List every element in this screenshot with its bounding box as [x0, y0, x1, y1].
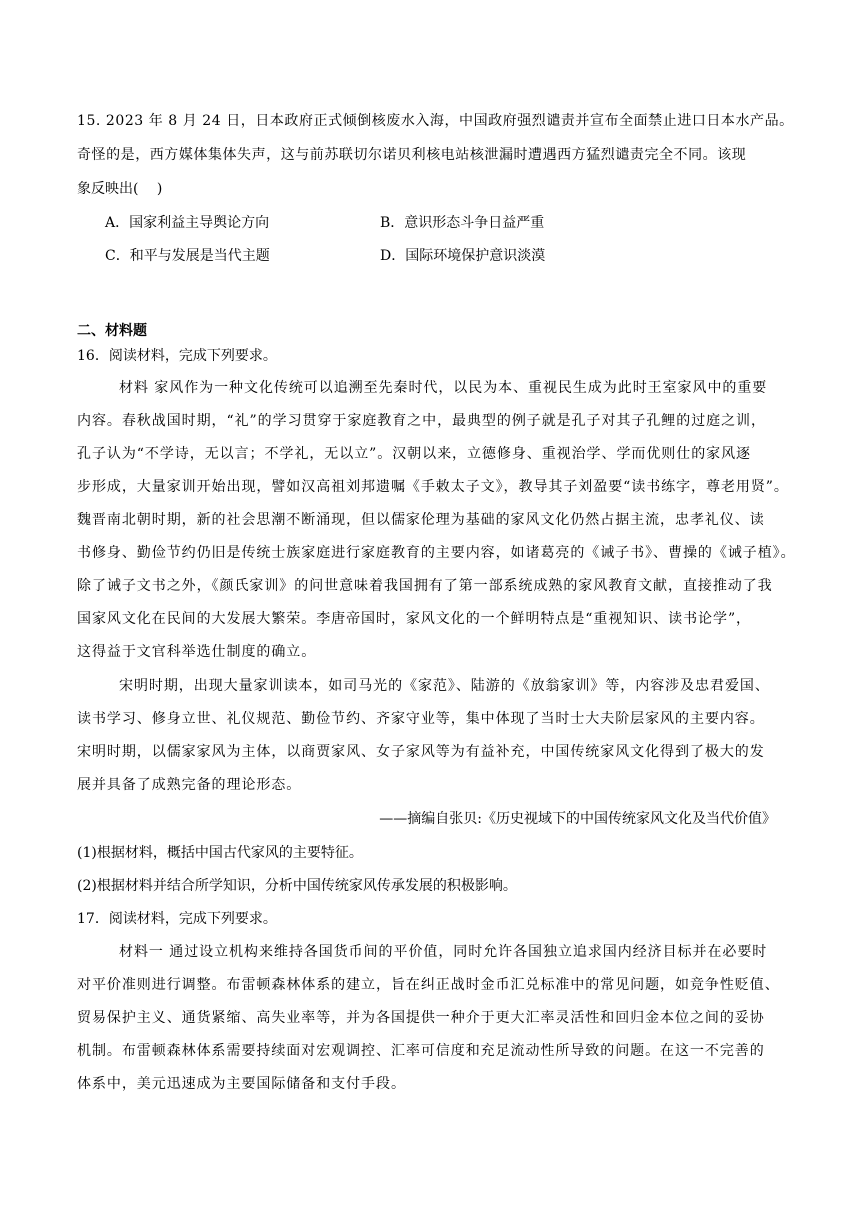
q15-stem-line-3: 象反映出( ): [77, 181, 163, 197]
q16-sub-question-1: (1)根据材料，概括中国古代家风的主要特征。: [77, 845, 363, 861]
q15-stem-line-1: 15. 2023 年 8 月 24 日，日本政府正式倾倒核废水入海，中国政府强烈谴责并宣布全面禁止进口日本水产品。: [77, 113, 794, 129]
q16-material-line: 步形成，大量家训开始出现，譬如汉高祖刘邦遗嘱《手敕太子文》，教导其子刘盈要“读书练字，尊老用贤”。: [77, 479, 789, 495]
q16-material-line: 展并具备了成熟完备的理论形态。: [77, 777, 302, 793]
q16-material-line: 读书学习、修身立世、礼仪规范、勤俭节约、齐家守业等，集中体现了当时士大夫阶层家风的主要内容。: [77, 711, 765, 727]
q16-sub-question-2: (2)根据材料并结合所学知识，分析中国传统家风传承发展的积极影响。: [77, 878, 517, 894]
q16-material-line: 除了诫子文书之外，《颜氏家训》的问世意味着我国拥有了第一部系统成熟的家风教育文献，直接推动了我: [77, 578, 773, 594]
q16-source: ——摘编自张贝:《历史视域下的中国传统家风文化及当代价值》: [379, 811, 776, 827]
q15-option-c: C．和平与发展是当代主题: [105, 248, 270, 264]
q15-stem-line-2: 奇怪的是，西方媒体集体失声，这与前苏联切尔诺贝利核电站核泄漏时遭遇西方猛烈谴责完全不同。该现: [77, 147, 747, 163]
q16-material-line: 魏晋南北朝时期，新的社会思潮不断涌现，但以儒家伦理为基础的家风文化仍然占据主流，忠孝礼仪、读: [77, 512, 765, 528]
q16-stem: 16．阅读材料，完成下列要求。: [77, 348, 277, 364]
q17-material-line: 体系中，美元迅速成为主要国际储备和支付手段。: [77, 1076, 406, 1092]
q16-material-line: 材料 家风作为一种文化传统可以追溯至先秦时代，以民为本、重视民生成为此时王室家风中的重要: [119, 380, 768, 396]
q16-material-line: 内容。春秋战国时期，“礼”的学习贯穿于家庭教育之中，最典型的例子就是孔子对其子孔鲤的过庭之训，: [77, 413, 766, 429]
q16-material-line: 国家风文化在民间的大发展大繁荣。李唐帝国时，家风文化的一个鲜明特点是“重视知识、读书论学”，: [77, 611, 752, 627]
q15-option-d: D．国际环境保护意识淡漠: [380, 248, 546, 264]
q17-material-line: 对平价准则进行调整。布雷顿森林体系的建立，旨在纠正战时金币汇兑标准中的常见问题，如竞争性贬值、: [77, 977, 780, 993]
q15-option-a: A．国家利益主导舆论方向: [105, 215, 270, 231]
q17-material-line: 贸易保护主义、通货紧缩、高失业率等，并为各国提供一种介于更大汇率灵活性和回归金本位之间的妥协: [77, 1010, 765, 1026]
q17-material-line: 机制。布雷顿森林体系需要持续面对宏观调控、汇率可信度和充足流动性所导致的问题。在这一不完善的: [77, 1043, 765, 1059]
q17-stem: 17．阅读材料，完成下列要求。: [77, 911, 277, 927]
q17-material-line: 材料一 通过设立机构来维持各国货币间的平价值，同时允许各国独立追求国内经济目标并在必要时: [119, 944, 768, 960]
q15-option-b: B．意识形态斗争日益严重: [380, 215, 545, 231]
q16-material-line: 宋明时期，出现大量家训读本，如司马光的《家范》、陆游的《放翁家训》等，内容涉及忠君爱国、: [119, 678, 770, 694]
q16-material-line: 这得益于文官科举选仕制度的确立。: [77, 644, 317, 660]
q16-material-line: 书修身、勤俭节约仍旧是传统士族家庭进行家庭教育的主要内容，如诸葛亮的《诫子书》、曹操的《诫子植》。: [77, 545, 796, 561]
q16-material-line: 宋明时期，以儒家家风为主体，以商贾家风、女子家风等为有益补充，中国传统家风文化得到了极大的发: [77, 744, 765, 760]
section-heading: 二、材料题: [77, 323, 147, 339]
q16-material-line: 孔子认为“不学诗，无以言；不学礼，无以立”。汉朝以来，立德修身、重视治学、学而优则仕的家风逐: [77, 446, 752, 462]
